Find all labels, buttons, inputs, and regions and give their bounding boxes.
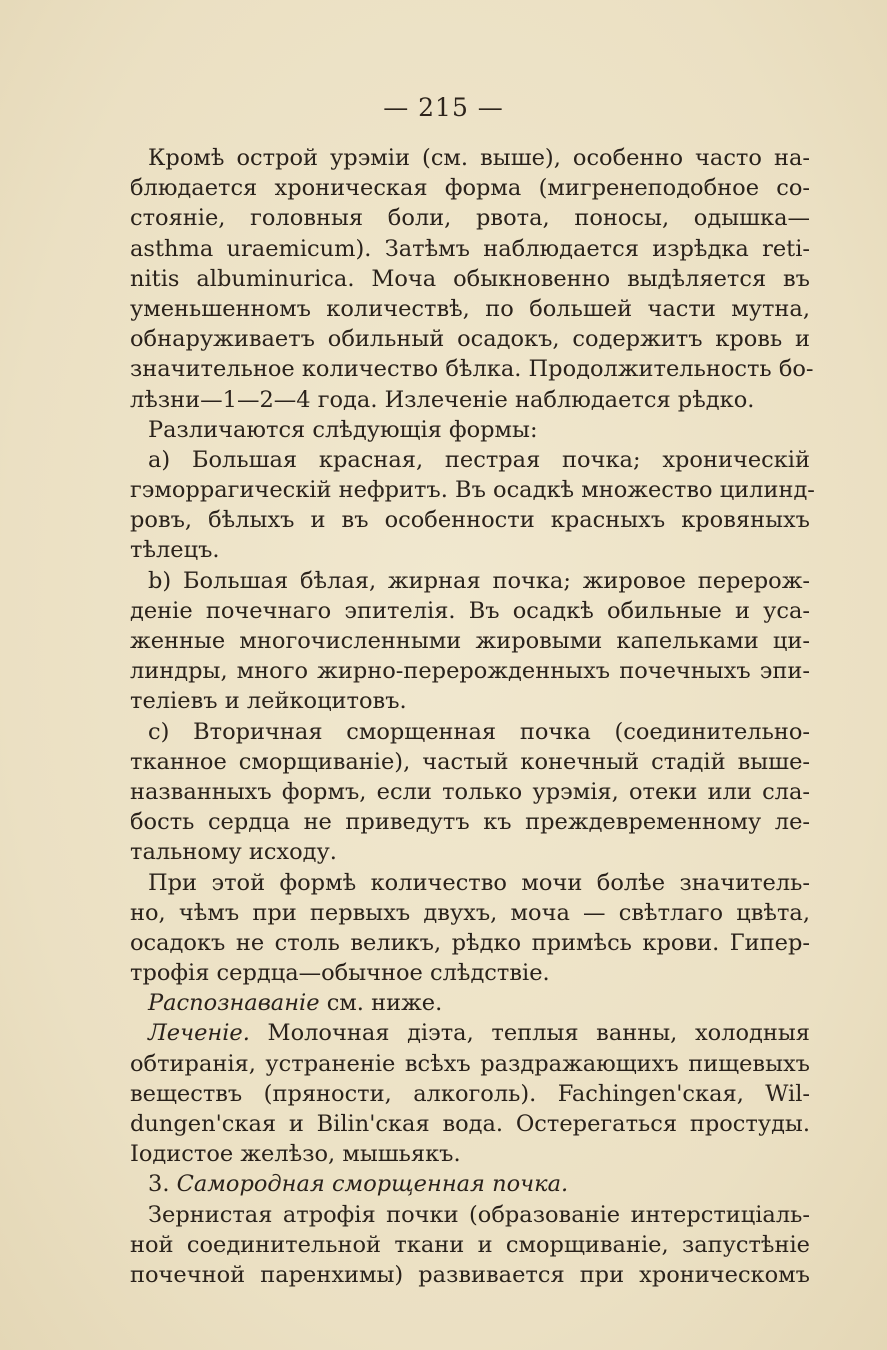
text-line: c) Вторичная сморщенная почка (соединительно-	[148, 718, 810, 745]
text-line: обнаруживаетъ обильный осадокъ, содержитъ кровь и	[130, 326, 810, 353]
text-line: линдры, много жирно-перерожденныхъ почечныхъ эпи-	[130, 658, 810, 685]
text-line: гэморрагическій нефритъ. Въ осадкѣ множество цилинд-	[130, 477, 815, 504]
text-line: почечной паренхимы) развивается при хроническомъ	[130, 1261, 810, 1288]
italic-heading: Леченіе.	[148, 1020, 250, 1047]
text-line: nitis albuminurica. Моча обыкновенно выдѣляется въ	[130, 265, 810, 292]
text-line: веществъ (пряности, алкоголь). Fachingen'ская, Wil-	[130, 1080, 810, 1107]
line-text: см. ниже.	[319, 990, 443, 1017]
body-text	[130, 143, 815, 1290]
text-line	[130, 1018, 810, 1048]
text-line: a) Большая красная, пестрая почка; хроническій	[148, 446, 810, 473]
text-line: dungen'ская и Bilin'ская вода. Остерегаться простуды.	[130, 1111, 810, 1137]
text-line: значительное количество бѣлка. Продолжительность бо-	[130, 356, 814, 383]
text-line: Іодистое желѣзо, мышьякъ.	[130, 1141, 461, 1168]
italic-heading: Распознаваніе	[148, 990, 320, 1017]
text-line: стояніе, головныя боли, рвота, поносы, одышка—	[130, 205, 810, 232]
text-line: но, чѣмъ при первыхъ двухъ, моча — свѣтлаго цвѣта,	[130, 899, 810, 926]
text-line: теліевъ и лейкоцитовъ.	[130, 688, 407, 715]
text-line: b) Большая бѣлая, жирная почка; жировое перерож-	[148, 567, 810, 594]
text-line: названныхъ формъ, если только урэмія, отеки или сла-	[130, 778, 810, 805]
text-line: уменьшенномъ количествѣ, по большей части мутна,	[130, 295, 810, 322]
text-line: трофія сердца—обычное слѣдствіе.	[130, 960, 550, 987]
text-line	[130, 988, 810, 1018]
text-line: Различаются слѣдующія формы:	[148, 416, 538, 443]
text-line: осадокъ не столь великъ, рѣдко примѣсь крови. Гипер-	[130, 929, 810, 956]
text-line: лѣзни—1—2—4 года. Излеченіе наблюдается рѣдко.	[130, 386, 755, 413]
text-line: блюдается хроническая форма (мигренеподобное со-	[130, 175, 810, 202]
text-line	[130, 1169, 810, 1199]
text-line: женные многочисленными жировыми капельками ци-	[130, 628, 810, 654]
text-line: ровъ, бѣлыхъ и въ особенности красныхъ кровяныхъ	[130, 507, 810, 534]
text-line: Кромѣ острой урэміи (см. выше), особенно часто на-	[148, 145, 810, 171]
text-line: обтиранія, устраненіе всѣхъ раздражающихъ пищевыхъ	[130, 1050, 810, 1077]
text-line: тальному исходу.	[130, 839, 337, 866]
text-line: Зернистая атрофія почки (образованіе интерстиціаль-	[148, 1201, 810, 1228]
text-line: бость сердца не приведутъ къ преждевременному ле-	[130, 809, 810, 836]
text-line: тканное сморщиваніе), частый конечный стадій выше-	[130, 748, 810, 775]
text-line: деніе почечнаго эпителія. Въ осадкѣ обильные и уса-	[130, 597, 810, 624]
section-number: 3.	[148, 1171, 177, 1198]
text-line: тѣлецъ.	[130, 537, 220, 564]
text-line: При этой формѣ количество мочи болѣе значитель-	[148, 869, 810, 896]
text-line: ной соединительной ткани и сморщиваніе, запустѣніе	[130, 1231, 810, 1258]
text-line: asthma uraemicum). Затѣмъ наблюдается изрѣдка reti-	[130, 235, 810, 262]
page-number: — 215 —	[383, 93, 504, 122]
line-text: Молочная діэта, теплыя ванны, холодныя	[249, 1020, 810, 1047]
italic-heading: Самородная сморщенная почка.	[176, 1171, 569, 1198]
